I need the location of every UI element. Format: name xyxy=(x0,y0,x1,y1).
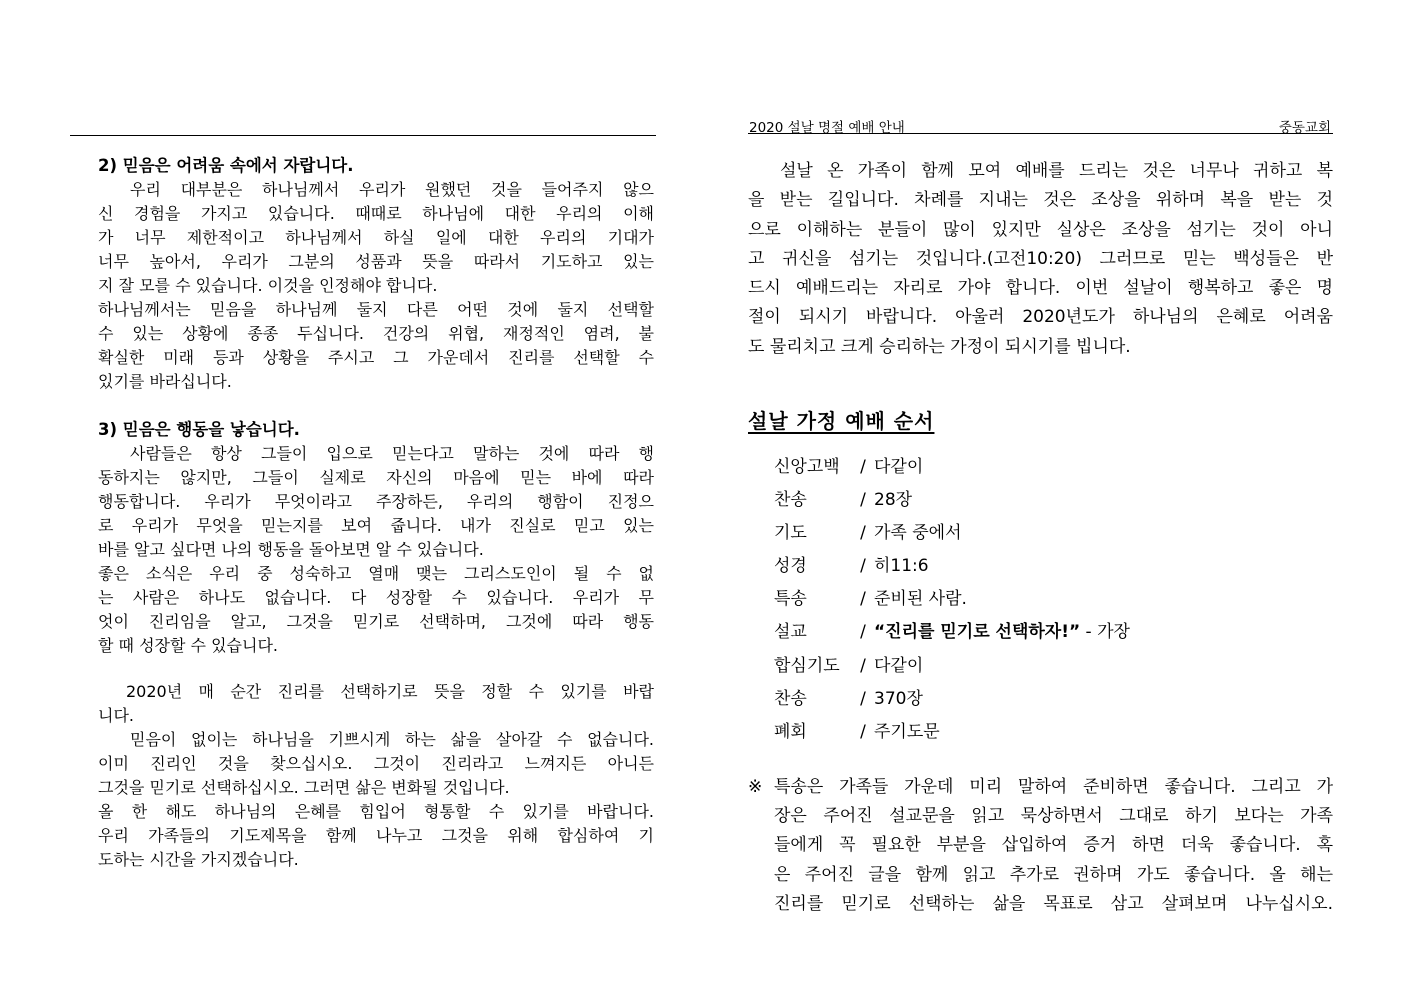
order-separator: / xyxy=(860,721,866,742)
order-separator: / xyxy=(860,556,866,577)
order-separator: / xyxy=(860,622,866,643)
reference-mark-icon: ※ xyxy=(748,777,763,797)
text-line: 할 때 성장할 수 있습니다. xyxy=(98,636,278,655)
left-page xyxy=(70,0,656,992)
text-line: 이미 진리인 것을 찾으십시오. 그것이 진리라고 느껴지든 아니든 xyxy=(98,754,654,773)
text-line: 올 한 해도 하나님의 은혜를 힘입어 형통할 수 있기를 바랍니다. xyxy=(98,802,654,821)
header-rule xyxy=(748,133,1333,134)
text-line: 그것을 믿기로 선택하십시오. 그러면 삶은 변화될 것입니다. xyxy=(98,778,510,797)
order-item xyxy=(774,654,1130,687)
text-line: 도 물리치고 크게 승리하는 가정이 되시기를 빕니다. xyxy=(748,336,1131,357)
order-label: 설교 xyxy=(774,622,807,643)
text-line: 는 사람은 하나도 없습니다. 다 성장할 수 있습니다. 우리가 무 xyxy=(98,588,654,607)
order-label: 합심기도 xyxy=(774,655,840,676)
order-separator: / xyxy=(860,688,866,709)
order-separator: / xyxy=(860,523,866,544)
text-line: 수 있는 상황에 종종 두십니다. 건강의 위협, 재정적인 염려, 불 xyxy=(98,324,654,343)
text-line: 설날 온 가족이 함께 모여 예배를 드리는 것은 너무나 귀하고 복 xyxy=(780,161,1333,181)
sermon-title: “진리를 믿기로 선택하자!” xyxy=(874,622,1081,643)
note-body xyxy=(774,773,1333,919)
order-item xyxy=(774,554,1130,587)
text-line: 은 주어진 글을 함께 읽고 추가로 권하며 가도 좋습니다. 올 해는 xyxy=(774,864,1333,885)
order-label: 찬송 xyxy=(774,688,807,709)
header-title: 2020 설날 명절 예배 안내 xyxy=(749,120,905,136)
order-value: 준비된 사람. xyxy=(874,589,967,610)
text-line: 을 받는 길입니다. 차례를 지내는 것은 조상을 위하며 복을 받는 것 xyxy=(748,190,1333,211)
closing-paragraphs xyxy=(98,680,654,872)
text-line: 니다. xyxy=(98,706,134,725)
section-heading: 2) 믿음은 어려움 속에서 자랍니다. xyxy=(98,156,354,175)
text-line: 믿음이 없이는 하나님을 기쁘시게 하는 삶을 살아갈 수 없습니다. xyxy=(130,730,654,749)
order-item xyxy=(774,620,1130,653)
order-value: 가족 중에서 xyxy=(874,523,962,544)
text-line: 로 우리가 무엇을 믿는지를 보여 줍니다. 내가 진실로 믿고 있는 xyxy=(98,516,654,535)
order-value: 주기도문 xyxy=(874,721,940,742)
note-paragraph xyxy=(748,773,1333,919)
order-separator: / xyxy=(860,589,866,610)
text-line: 있기를 바라십니다. xyxy=(98,372,232,391)
text-line: 엇이 진리임을 알고, 그것을 믿기로 선택하며, 그것에 따라 행동 xyxy=(98,612,654,631)
order-item xyxy=(774,687,1130,720)
text-line: 절이 되시기 바랍니다. 아울러 2020년도가 하나님의 은혜로 어려움 xyxy=(748,307,1333,328)
intro-paragraph xyxy=(748,157,1333,362)
text-line: 2020년 매 순간 진리를 선택하기로 뜻을 정할 수 있기를 바랍 xyxy=(126,682,654,701)
right-page xyxy=(748,0,1333,992)
text-line: 으로 이해하는 분들이 많이 있지만 실상은 조상을 섬기는 것이 아니 xyxy=(748,219,1333,240)
order-label: 기도 xyxy=(774,523,807,544)
order-label: 성경 xyxy=(774,556,807,577)
text-line: 행동합니다. 우리가 무엇이라고 주장하든, 우리의 행함이 진정으 xyxy=(98,492,654,511)
order-value: 370장 xyxy=(874,688,923,709)
order-suffix: - 가장 xyxy=(1080,622,1130,643)
text-line: 도하는 시간을 가지겠습니다. xyxy=(98,850,299,869)
text-line: 우리 대부분은 하나님께서 우리가 원했던 것을 들어주지 않으 xyxy=(130,180,654,199)
order-item xyxy=(774,488,1130,521)
section-3 xyxy=(98,418,654,658)
order-separator: / xyxy=(860,490,866,511)
text-line: 장은 주어진 설교문을 읽고 묵상하면서 그대로 하기 보다는 가족 xyxy=(774,806,1333,827)
text-line: 너무 높아서, 우리가 그분의 성품과 뜻을 따라서 기도하고 있는 xyxy=(98,252,654,271)
text-line: 지 잘 모를 수 있습니다. 이것을 인정해야 합니다. xyxy=(98,276,438,295)
header-church: 중동교회 xyxy=(1278,120,1331,136)
text-line: 드시 예배드리는 자리로 가야 합니다. 이번 설날이 행복하고 좋은 명 xyxy=(748,278,1333,299)
order-label: 특송 xyxy=(774,589,807,610)
top-rule xyxy=(70,135,656,136)
text-line: 고 귀신을 섬기는 것입니다.(고전10:20) 그러므로 믿는 백성들은 반 xyxy=(748,248,1333,269)
order-value: 히11:6 xyxy=(874,556,929,577)
text-line: 확실한 미래 등과 상황을 주시고 그 가운데서 진리를 선택할 수 xyxy=(98,348,654,367)
order-value: 다같이 xyxy=(874,655,924,676)
text-line: 동하지는 않지만, 그들이 실제로 자신의 마음에 믿는 바에 따라 xyxy=(98,468,654,487)
order-item xyxy=(774,455,1130,488)
text-line: 사람들은 항상 그들이 입으로 믿는다고 말하는 것에 따라 행 xyxy=(130,444,654,463)
order-item xyxy=(774,521,1130,554)
page-header xyxy=(748,116,1333,134)
text-line: 특송은 가족들 가운데 미리 말하여 준비하면 좋습니다. 그리고 가 xyxy=(774,777,1333,797)
order-title: 설날 가정 예배 순서 xyxy=(748,409,935,433)
section-heading: 3) 믿음은 행동을 낳습니다. xyxy=(98,420,300,439)
text-line: 바를 알고 싶다면 나의 행동을 돌아보면 알 수 있습니다. xyxy=(98,540,484,559)
order-label: 폐회 xyxy=(774,721,807,742)
order-value: 28장 xyxy=(874,490,913,511)
text-line: 하나님께서는 믿음을 하나님께 둘지 다른 어떤 것에 둘지 선택할 xyxy=(98,300,654,319)
text-line: 진리를 믿기로 선택하는 삶을 목표로 삼고 살펴보며 나누십시오. xyxy=(774,893,1333,914)
order-item xyxy=(774,720,1130,753)
order-label: 신앙고백 xyxy=(774,457,840,477)
order-label: 찬송 xyxy=(774,490,807,511)
order-separator: / xyxy=(860,457,866,477)
text-line: 좋은 소식은 우리 중 성숙하고 열매 맺는 그리스도인이 될 수 없 xyxy=(98,564,654,583)
text-line: 가 너무 제한적이고 하나님께서 하실 일에 대한 우리의 기대가 xyxy=(98,228,654,247)
order-item xyxy=(774,587,1130,620)
text-line: 들에게 꼭 필요한 부분을 삽입하여 증거 하면 더욱 좋습니다. 혹 xyxy=(774,835,1333,856)
text-line: 신 경험을 가지고 있습니다. 때때로 하나님에 대한 우리의 이해 xyxy=(98,204,654,223)
text-line: 우리 가족들의 기도제목을 함께 나누고 그것을 위해 합심하여 기 xyxy=(98,826,654,845)
worship-order-list xyxy=(774,455,1130,753)
order-separator: / xyxy=(860,655,866,676)
section-2 xyxy=(98,154,654,394)
order-value: 다같이 xyxy=(874,457,924,477)
